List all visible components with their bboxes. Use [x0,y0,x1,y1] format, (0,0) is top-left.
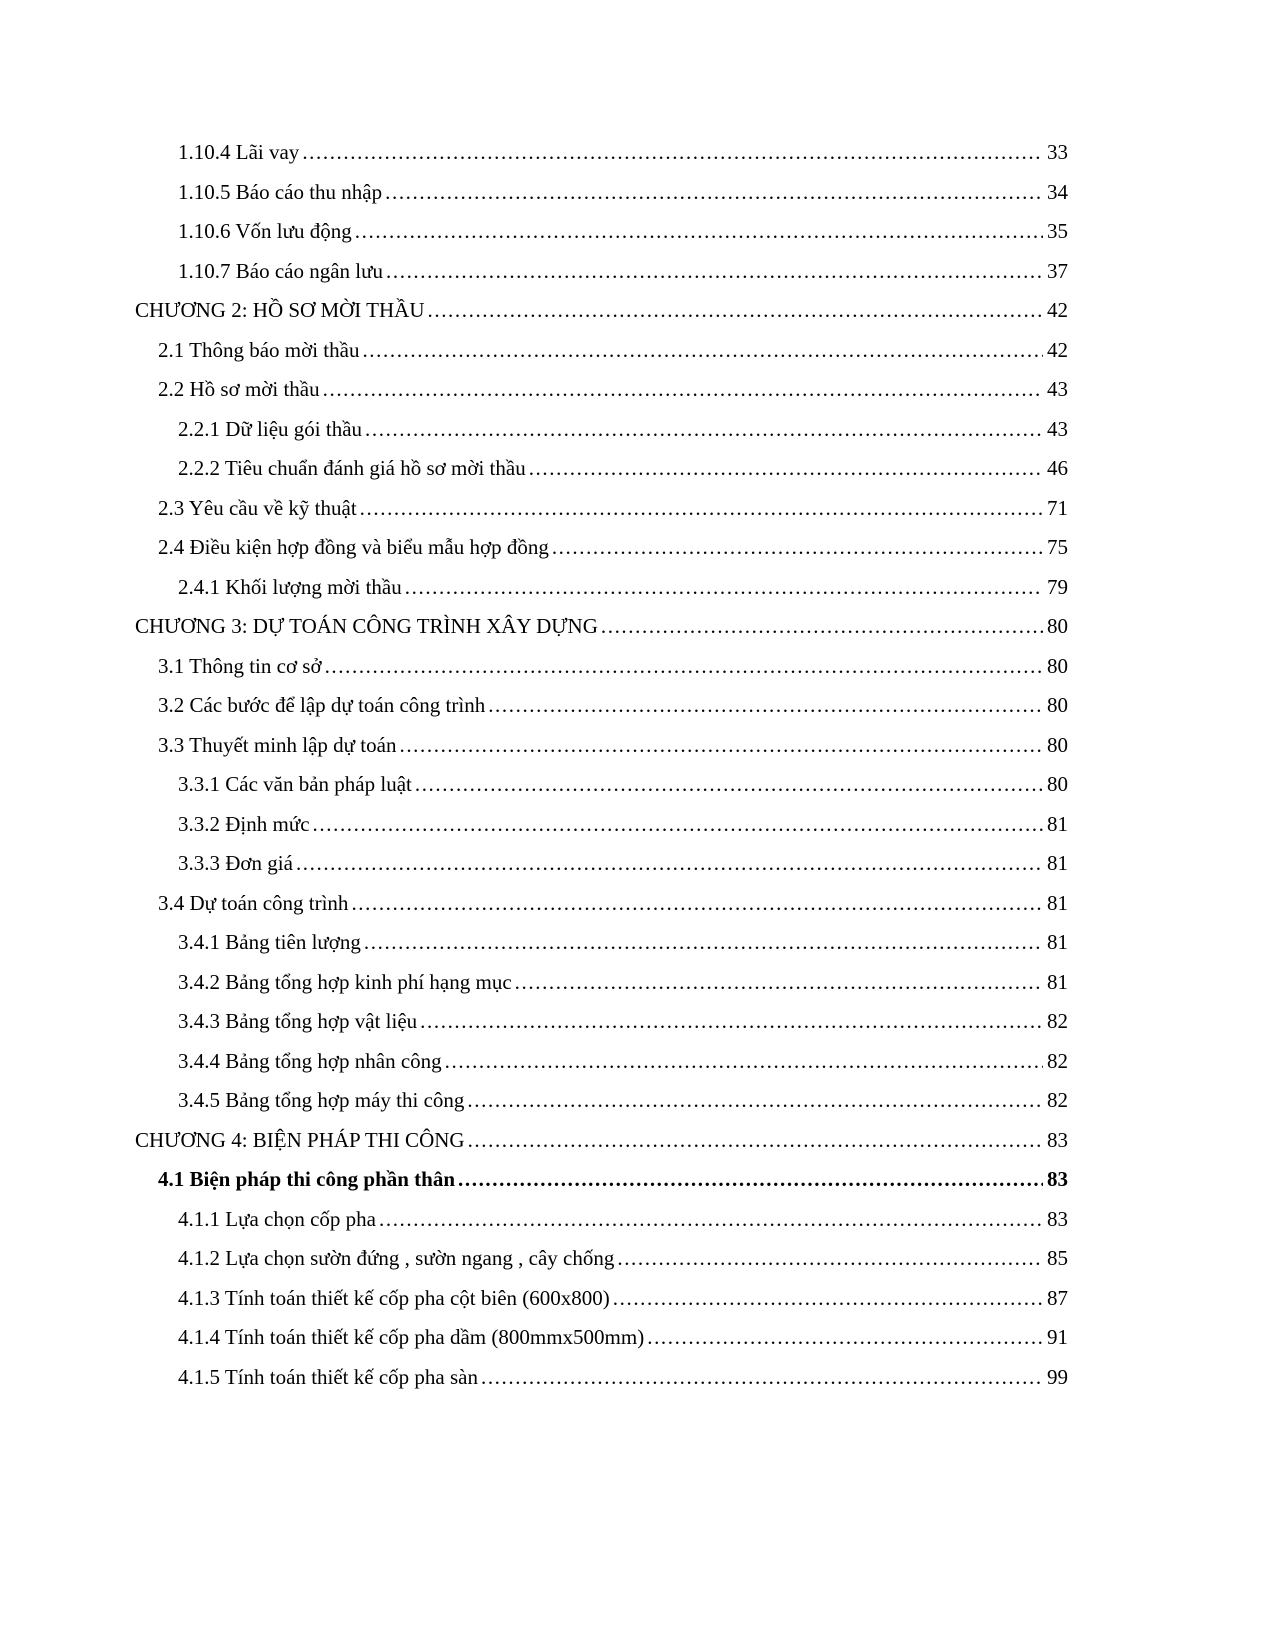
toc-page-number: 71 [1047,495,1068,520]
toc-page-number: 33 [1047,140,1068,164]
table-of-contents [135,133,1068,1397]
toc-dot-leader [399,726,1043,766]
toc-page-number: 42 [1047,298,1068,322]
toc-dot-leader [420,1002,1043,1042]
toc-page-number: 43 [1047,377,1068,401]
toc-entry-title: 3.4 Dự toán công trình [158,890,349,915]
toc-entry [135,686,1068,726]
toc-entry [135,1318,1068,1358]
toc-entry-title: 2.2.2 Tiêu chuẩn đánh giá hồ sơ mời thầu [178,456,526,480]
toc-page-number: 80 [1047,693,1068,717]
toc-dot-leader [351,884,1043,924]
toc-page-number: 81 [1047,890,1068,915]
toc-entry-title: 2.3 Yêu cầu về kỹ thuật [158,495,357,520]
toc-page-number: 80 [1047,772,1068,796]
toc-entry-title: 2.4.1 Khối lượng mời thầu [178,574,402,599]
toc-dot-leader [613,1279,1043,1319]
toc-dot-leader [323,370,1043,410]
toc-dot-leader [458,1160,1043,1200]
toc-entry [135,1279,1068,1319]
toc-entry-title: 3.3.3 Đơn giá [178,851,293,875]
toc-entry-title: 4.1.3 Tính toán thiết kế cốp pha cột biên (600x800) [178,1285,610,1310]
toc-entry [135,212,1068,252]
toc-page-number: 80 [1047,614,1068,638]
toc-entry [135,805,1068,845]
toc-page-number: 99 [1047,1364,1068,1389]
toc-entry-title: 3.1 Thông tin cơ sở [158,653,322,678]
toc-dot-leader [302,133,1043,173]
toc-dot-leader [468,1121,1043,1161]
toc-entry [135,410,1068,450]
toc-entry-title: 4.1.1 Lựa chọn cốp pha [178,1206,376,1231]
toc-entry-title: CHƯƠNG 4: BIỆN PHÁP THI CÔNG [135,1127,465,1152]
toc-entry-title: 3.4.1 Bảng tiên lượng [178,930,361,954]
toc-page-number: 42 [1047,337,1068,362]
toc-page-number: 46 [1047,456,1068,480]
toc-entry-title: 4.1.4 Tính toán thiết kế cốp pha dầm (800mmx500mm) [178,1325,645,1349]
toc-entry [135,252,1068,292]
toc-entry [135,1002,1068,1042]
toc-page-number: 85 [1047,1246,1068,1270]
toc-dot-leader [385,173,1043,213]
toc-dot-leader [481,1358,1043,1398]
toc-entry [135,528,1068,568]
toc-entry-title: 3.3.1 Các văn bản pháp luật [178,772,412,796]
toc-entry-title: 1.10.6 Vốn lưu động [178,219,352,243]
toc-entry [135,331,1068,371]
toc-entry-title: 2.1 Thông báo mời thầu [158,337,360,362]
toc-entry [135,1160,1068,1200]
toc-entry-title: CHƯƠNG 3: DỰ TOÁN CÔNG TRÌNH XÂY DỰNG [135,614,598,638]
toc-page-number: 82 [1047,1009,1068,1033]
toc-dot-leader [362,331,1043,371]
toc-dot-leader [647,1318,1043,1358]
toc-entry-title: 3.2 Các bước để lập dự toán công trình [158,693,486,717]
toc-page-number: 81 [1047,930,1068,954]
toc-page-number: 82 [1047,1088,1068,1112]
toc-entry-title: 2.2.1 Dữ liệu gói thầu [178,416,363,441]
toc-page-number: 79 [1047,574,1068,599]
toc-entry-title: 2.2 Hồ sơ mời thầu [158,377,320,401]
toc-dot-leader [552,528,1043,568]
toc-dot-leader [313,805,1043,845]
toc-entry-title: 3.3.2 Định mức [178,811,310,836]
toc-page-number: 80 [1047,653,1068,678]
toc-entry [135,133,1068,173]
toc-page-number: 34 [1047,179,1068,204]
toc-dot-leader [296,844,1043,884]
toc-entry [135,291,1068,331]
toc-page-number: 81 [1047,811,1068,836]
toc-dot-leader [415,765,1043,805]
toc-entry-title: 1.10.4 Lãi vay [178,140,300,164]
toc-entry [135,1358,1068,1398]
toc-entry-title: 3.4.3 Bảng tổng hợp vật liệu [178,1009,418,1033]
toc-entry [135,1239,1068,1279]
toc-dot-leader [360,489,1043,529]
toc-entry-title: 3.4.2 Bảng tổng hợp kinh phí hạng mục [178,969,512,994]
toc-dot-leader [379,1200,1043,1240]
toc-dot-leader [405,568,1043,608]
toc-entry-title: 2.4 Điều kiện hợp đồng và biểu mẫu hợp đồng [158,535,549,559]
toc-page-number: 80 [1047,732,1068,757]
toc-page-number: 81 [1047,851,1068,875]
toc-entry [135,884,1068,924]
toc-entry-title: 4.1 Biện pháp thi công phần thân [158,1167,456,1191]
toc-entry [135,489,1068,529]
toc-dot-leader [325,647,1043,687]
toc-page-number: 83 [1047,1127,1068,1152]
toc-page-number: 81 [1047,969,1068,994]
toc-page-number: 83 [1047,1167,1068,1191]
toc-entry [135,765,1068,805]
toc-entry [135,173,1068,213]
toc-page-number: 83 [1047,1206,1068,1231]
toc-dot-leader [529,449,1043,489]
toc-entry-title: 1.10.7 Báo cáo ngân lưu [178,258,384,283]
toc-entry [135,568,1068,608]
toc-page-number: 87 [1047,1285,1068,1310]
toc-dot-leader [355,212,1043,252]
toc-entry [135,726,1068,766]
toc-entry [135,1121,1068,1161]
toc-entry-title: 4.1.5 Tính toán thiết kế cốp pha sàn [178,1364,478,1389]
toc-dot-leader [386,252,1043,292]
toc-entry-title: 3.3 Thuyết minh lập dự toán [158,732,397,757]
toc-dot-leader [617,1239,1043,1279]
toc-entry-title: 1.10.5 Báo cáo thu nhập [178,179,383,204]
toc-page-number: 35 [1047,219,1068,243]
toc-entry-title: CHƯƠNG 2: HỒ SƠ MỜI THẦU [135,298,425,322]
toc-dot-leader [488,686,1043,726]
toc-entry [135,923,1068,963]
toc-entry [135,963,1068,1003]
toc-page-number: 91 [1047,1325,1068,1349]
toc-dot-leader [428,291,1044,331]
toc-dot-leader [515,963,1043,1003]
toc-dot-leader [364,923,1043,963]
toc-entry [135,1200,1068,1240]
toc-dot-leader [467,1081,1043,1121]
toc-entry [135,449,1068,489]
toc-entry [135,607,1068,647]
toc-entry-title: 3.4.5 Bảng tổng hợp máy thi công [178,1088,465,1112]
toc-entry-title: 3.4.4 Bảng tổng hợp nhân công [178,1048,442,1073]
toc-page-number: 37 [1047,258,1068,283]
toc-dot-leader [601,607,1043,647]
toc-dot-leader [365,410,1043,450]
toc-entry [135,370,1068,410]
toc-entry [135,1081,1068,1121]
toc-dot-leader [445,1042,1043,1082]
toc-entry-title: 4.1.2 Lựa chọn sườn đứng , sườn ngang , cây chống [178,1246,615,1270]
toc-page-number: 43 [1047,416,1068,441]
toc-entry [135,844,1068,884]
toc-entry [135,647,1068,687]
toc-page-number: 75 [1047,535,1068,559]
toc-entry [135,1042,1068,1082]
toc-page-number: 82 [1047,1048,1068,1073]
